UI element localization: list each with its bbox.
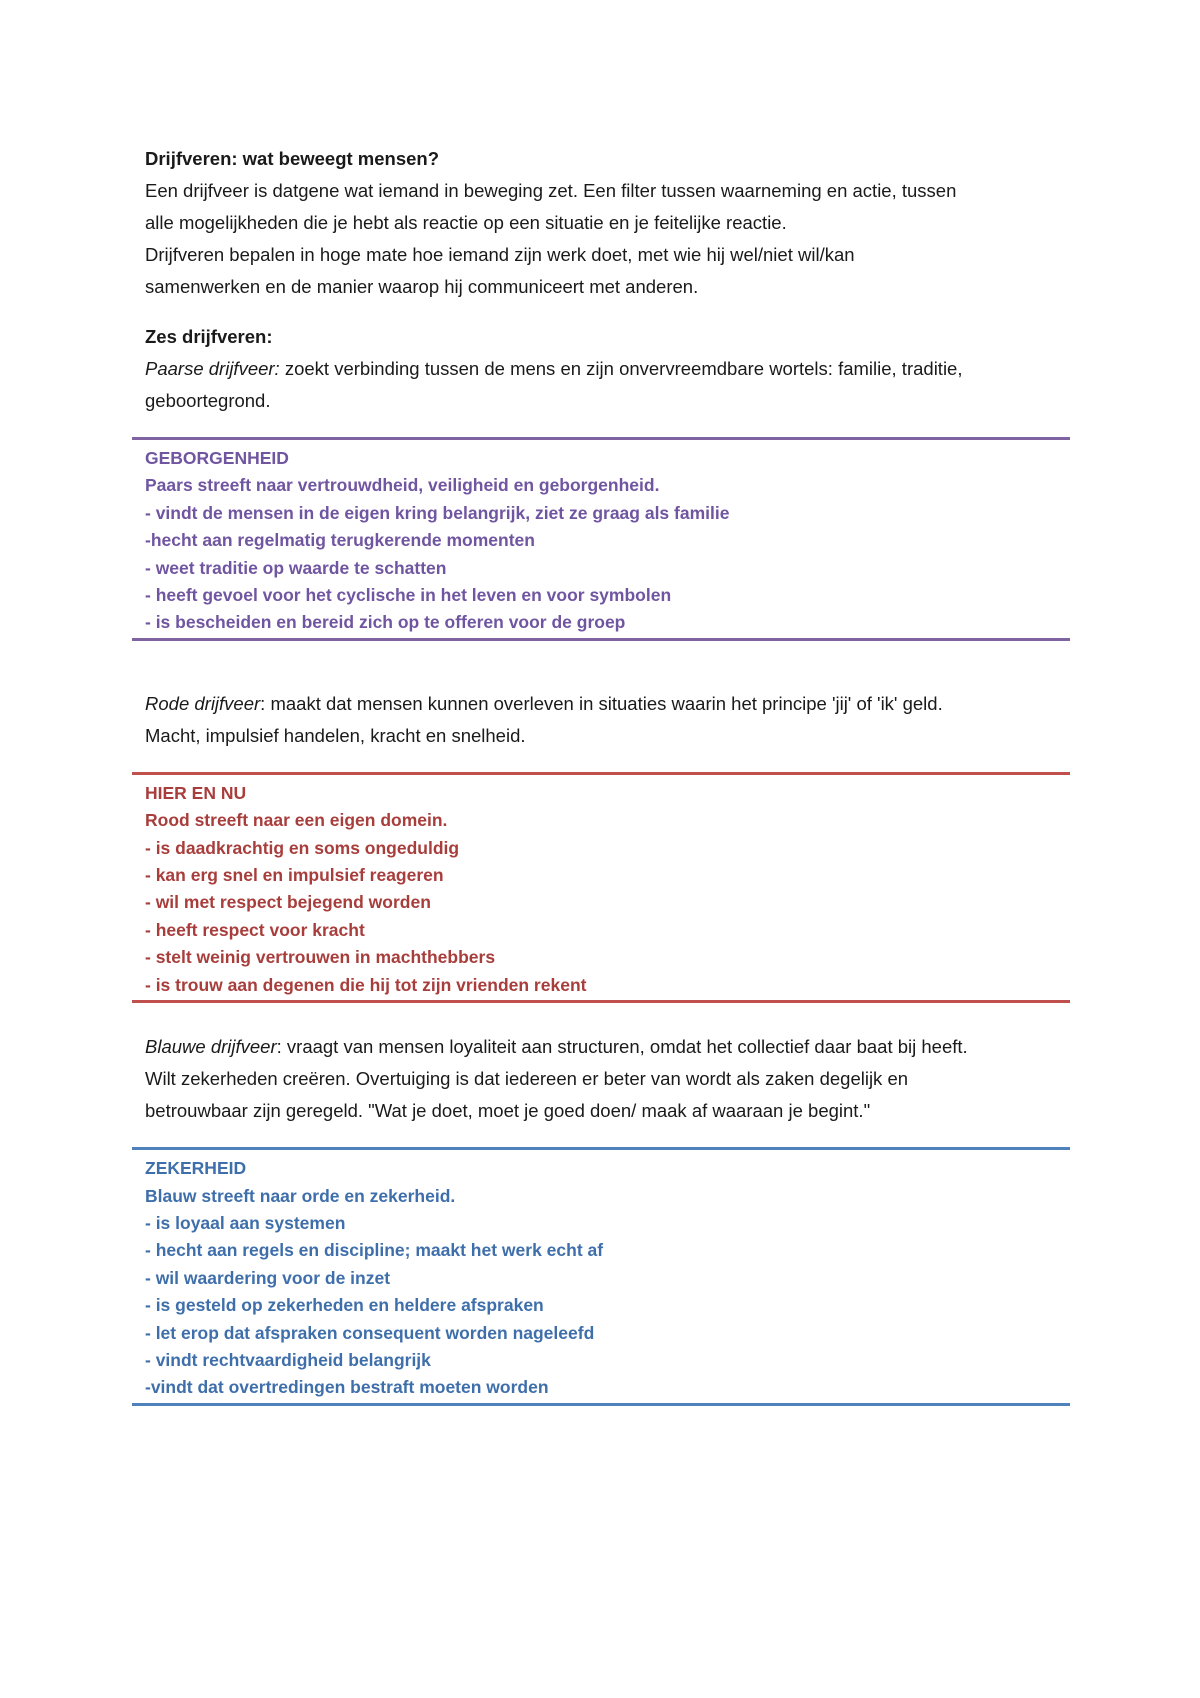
purple-description-line-2: geboortegrond. <box>145 390 271 411</box>
red-box-line: - wil met respect bejegend worden <box>145 892 431 913</box>
purple-box-line: - heeft gevoel voor het cyclische in het leven en voor symbolen <box>145 585 672 606</box>
purple-box-line: -hecht aan regelmatig terugkerende momenten <box>145 530 535 551</box>
purple-box-line: - weet traditie op waarde te schatten <box>145 557 447 578</box>
purple-box-line: - vindt de mensen in de eigen kring belangrijk, ziet ze graag als familie <box>145 502 730 523</box>
blue-box <box>132 1147 1070 1406</box>
red-description-line-2: Macht, impulsief handelen, kracht en snelheid. <box>145 724 526 746</box>
blue-box-line: - is loyaal aan systemen <box>145 1212 346 1233</box>
intro-line-2: alle mogelijkheden die je hebt als reactie op een situatie en je feitelijke reactie. <box>145 212 787 233</box>
blue-description-line-1 <box>145 1031 1070 1063</box>
document-page <box>145 143 1070 1406</box>
red-box-line: - is daadkrachtig en soms ongeduldig <box>145 837 460 858</box>
blue-box-line: - is gesteld op zekerheden en heldere afspraken <box>145 1295 544 1316</box>
red-box-line: - stelt weinig vertrouwen in machthebbers <box>145 947 496 968</box>
document-heading: Drijfveren: wat beweegt mensen? <box>145 148 440 169</box>
intro-line-4: samenwerken en de manier waarop hij communiceert met anderen. <box>145 276 699 297</box>
blue-description-line-2: Wilt zekerheden creëren. Overtuiging is dat iedereen er beter van wordt als zaken degelijk en <box>145 1068 909 1090</box>
blue-description-text: : vraagt van mensen loyaliteit aan structuren, omdat het collectief daar baat bij heeft. <box>276 1036 968 1058</box>
red-description-text: : maakt dat mensen kunnen overleven in situaties waarin het principe 'jij' of 'ik' geld. <box>260 692 943 714</box>
blue-box-title: ZEKERHEID <box>145 1158 247 1179</box>
blue-box-line: -vindt dat overtredingen bestraft moeten worden <box>145 1377 549 1398</box>
blue-label: Blauwe drijfveer <box>145 1036 277 1058</box>
purple-box-title: GEBORGENHEID <box>145 448 289 468</box>
blue-box-line: Blauw streeft naar orde en zekerheid. <box>145 1185 456 1206</box>
purple-description-line-1 <box>145 353 1070 385</box>
red-box-line: Rood streeft naar een eigen domein. <box>145 810 448 831</box>
red-box-line: - kan erg snel en impulsief reageren <box>145 865 444 886</box>
blue-box-line: - wil waardering voor de inzet <box>145 1267 391 1288</box>
purple-label: Paarse drijfveer: <box>145 358 280 379</box>
blue-box-line: - let erop dat afspraken consequent worden nageleefd <box>145 1322 595 1343</box>
red-box-line: - heeft respect voor kracht <box>145 919 365 940</box>
intro-line-1: Een drijfveer is datgene wat iemand in beweging zet. Een filter tussen waarneming en actie, tussen <box>145 180 957 201</box>
blue-description-line-3: betrouwbaar zijn geregeld. "Wat je doet, moet je goed doen/ maak af waaraan je begint." <box>145 1100 871 1122</box>
blue-box-line: - hecht aan regels en discipline; maakt het werk echt af <box>145 1240 604 1261</box>
purple-box-line: - is bescheiden en bereid zich op te offeren voor de groep <box>145 612 626 633</box>
purple-description-text: zoekt verbinding tussen de mens en zijn onvervreemdbare wortels: familie, traditie, <box>279 358 963 379</box>
red-box <box>132 772 1070 1003</box>
red-label: Rode drijfveer <box>145 692 261 714</box>
red-box-title: HIER EN NU <box>145 782 247 803</box>
purple-box-line: Paars streeft naar vertrouwdheid, veiligheid en geborgenheid. <box>145 475 660 496</box>
six-drivers-heading: Zes drijfveren: <box>145 326 273 347</box>
blue-box-line: - vindt rechtvaardigheid belangrijk <box>145 1349 431 1370</box>
intro-line-3: Drijfveren bepalen in hoge mate hoe iemand zijn werk doet, met wie hij wel/niet wil/kan <box>145 244 855 265</box>
purple-box <box>132 437 1070 641</box>
red-description-line-1 <box>145 688 1070 720</box>
red-box-line: - is trouw aan degenen die hij tot zijn vrienden rekent <box>145 974 587 995</box>
